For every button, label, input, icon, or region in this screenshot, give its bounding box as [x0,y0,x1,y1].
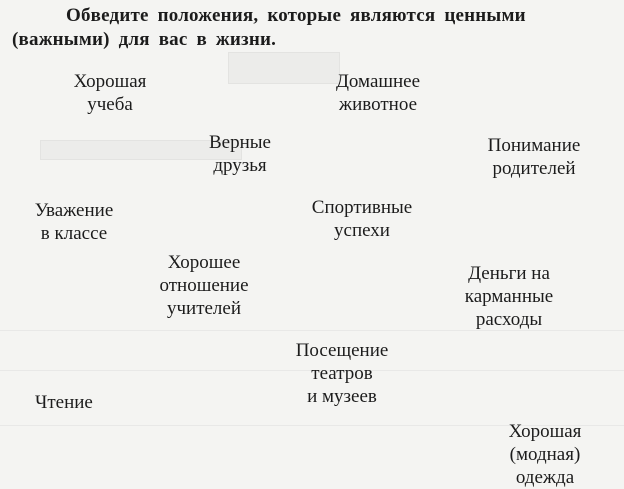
option-fashionable-clothes[interactable] [490,420,600,489]
option-line: успехи [334,220,390,241]
option-loyal-friends[interactable] [190,131,290,177]
option-good-studies[interactable] [60,70,160,116]
option-sports-success[interactable] [292,196,432,242]
option-line: расходы [475,309,543,330]
option-reading[interactable] [35,391,125,414]
option-line: театров [311,363,373,384]
option-line: (модная) [509,444,581,465]
option-line: одежда [515,467,575,488]
option-line: родителей [492,158,576,179]
option-line: друзья [213,155,267,176]
option-line: Посещение [295,340,389,361]
option-line: Хорошая [508,421,582,442]
option-line: Деньги на [468,263,550,284]
option-parents-understanding[interactable] [464,134,604,180]
option-line: в классе [40,223,108,244]
option-line: Понимание [487,135,581,156]
option-teachers-attitude[interactable] [144,251,264,320]
option-line: отношение [159,275,249,296]
option-line: Верные [209,132,271,153]
option-line: животное [338,94,418,115]
option-line: учителей [166,298,242,319]
option-line: учеба [87,94,133,115]
option-line: Чтение [35,392,93,413]
option-line: Спортивные [311,197,413,218]
option-line: Уважение [34,200,114,221]
option-line: карманные [464,286,554,307]
option-line: Хорошее [167,252,241,273]
option-pocket-money[interactable] [444,262,574,331]
option-theaters-museums[interactable] [280,339,404,408]
option-pet[interactable] [318,70,438,116]
task-instruction: Обведите положения, которые являются ценными (важными) для вас в жизни. [12,5,526,50]
option-line: Хорошая [73,71,147,92]
option-line: и музеев [307,386,377,407]
option-line: Домашнее [335,71,421,92]
option-class-respect[interactable] [14,199,134,245]
